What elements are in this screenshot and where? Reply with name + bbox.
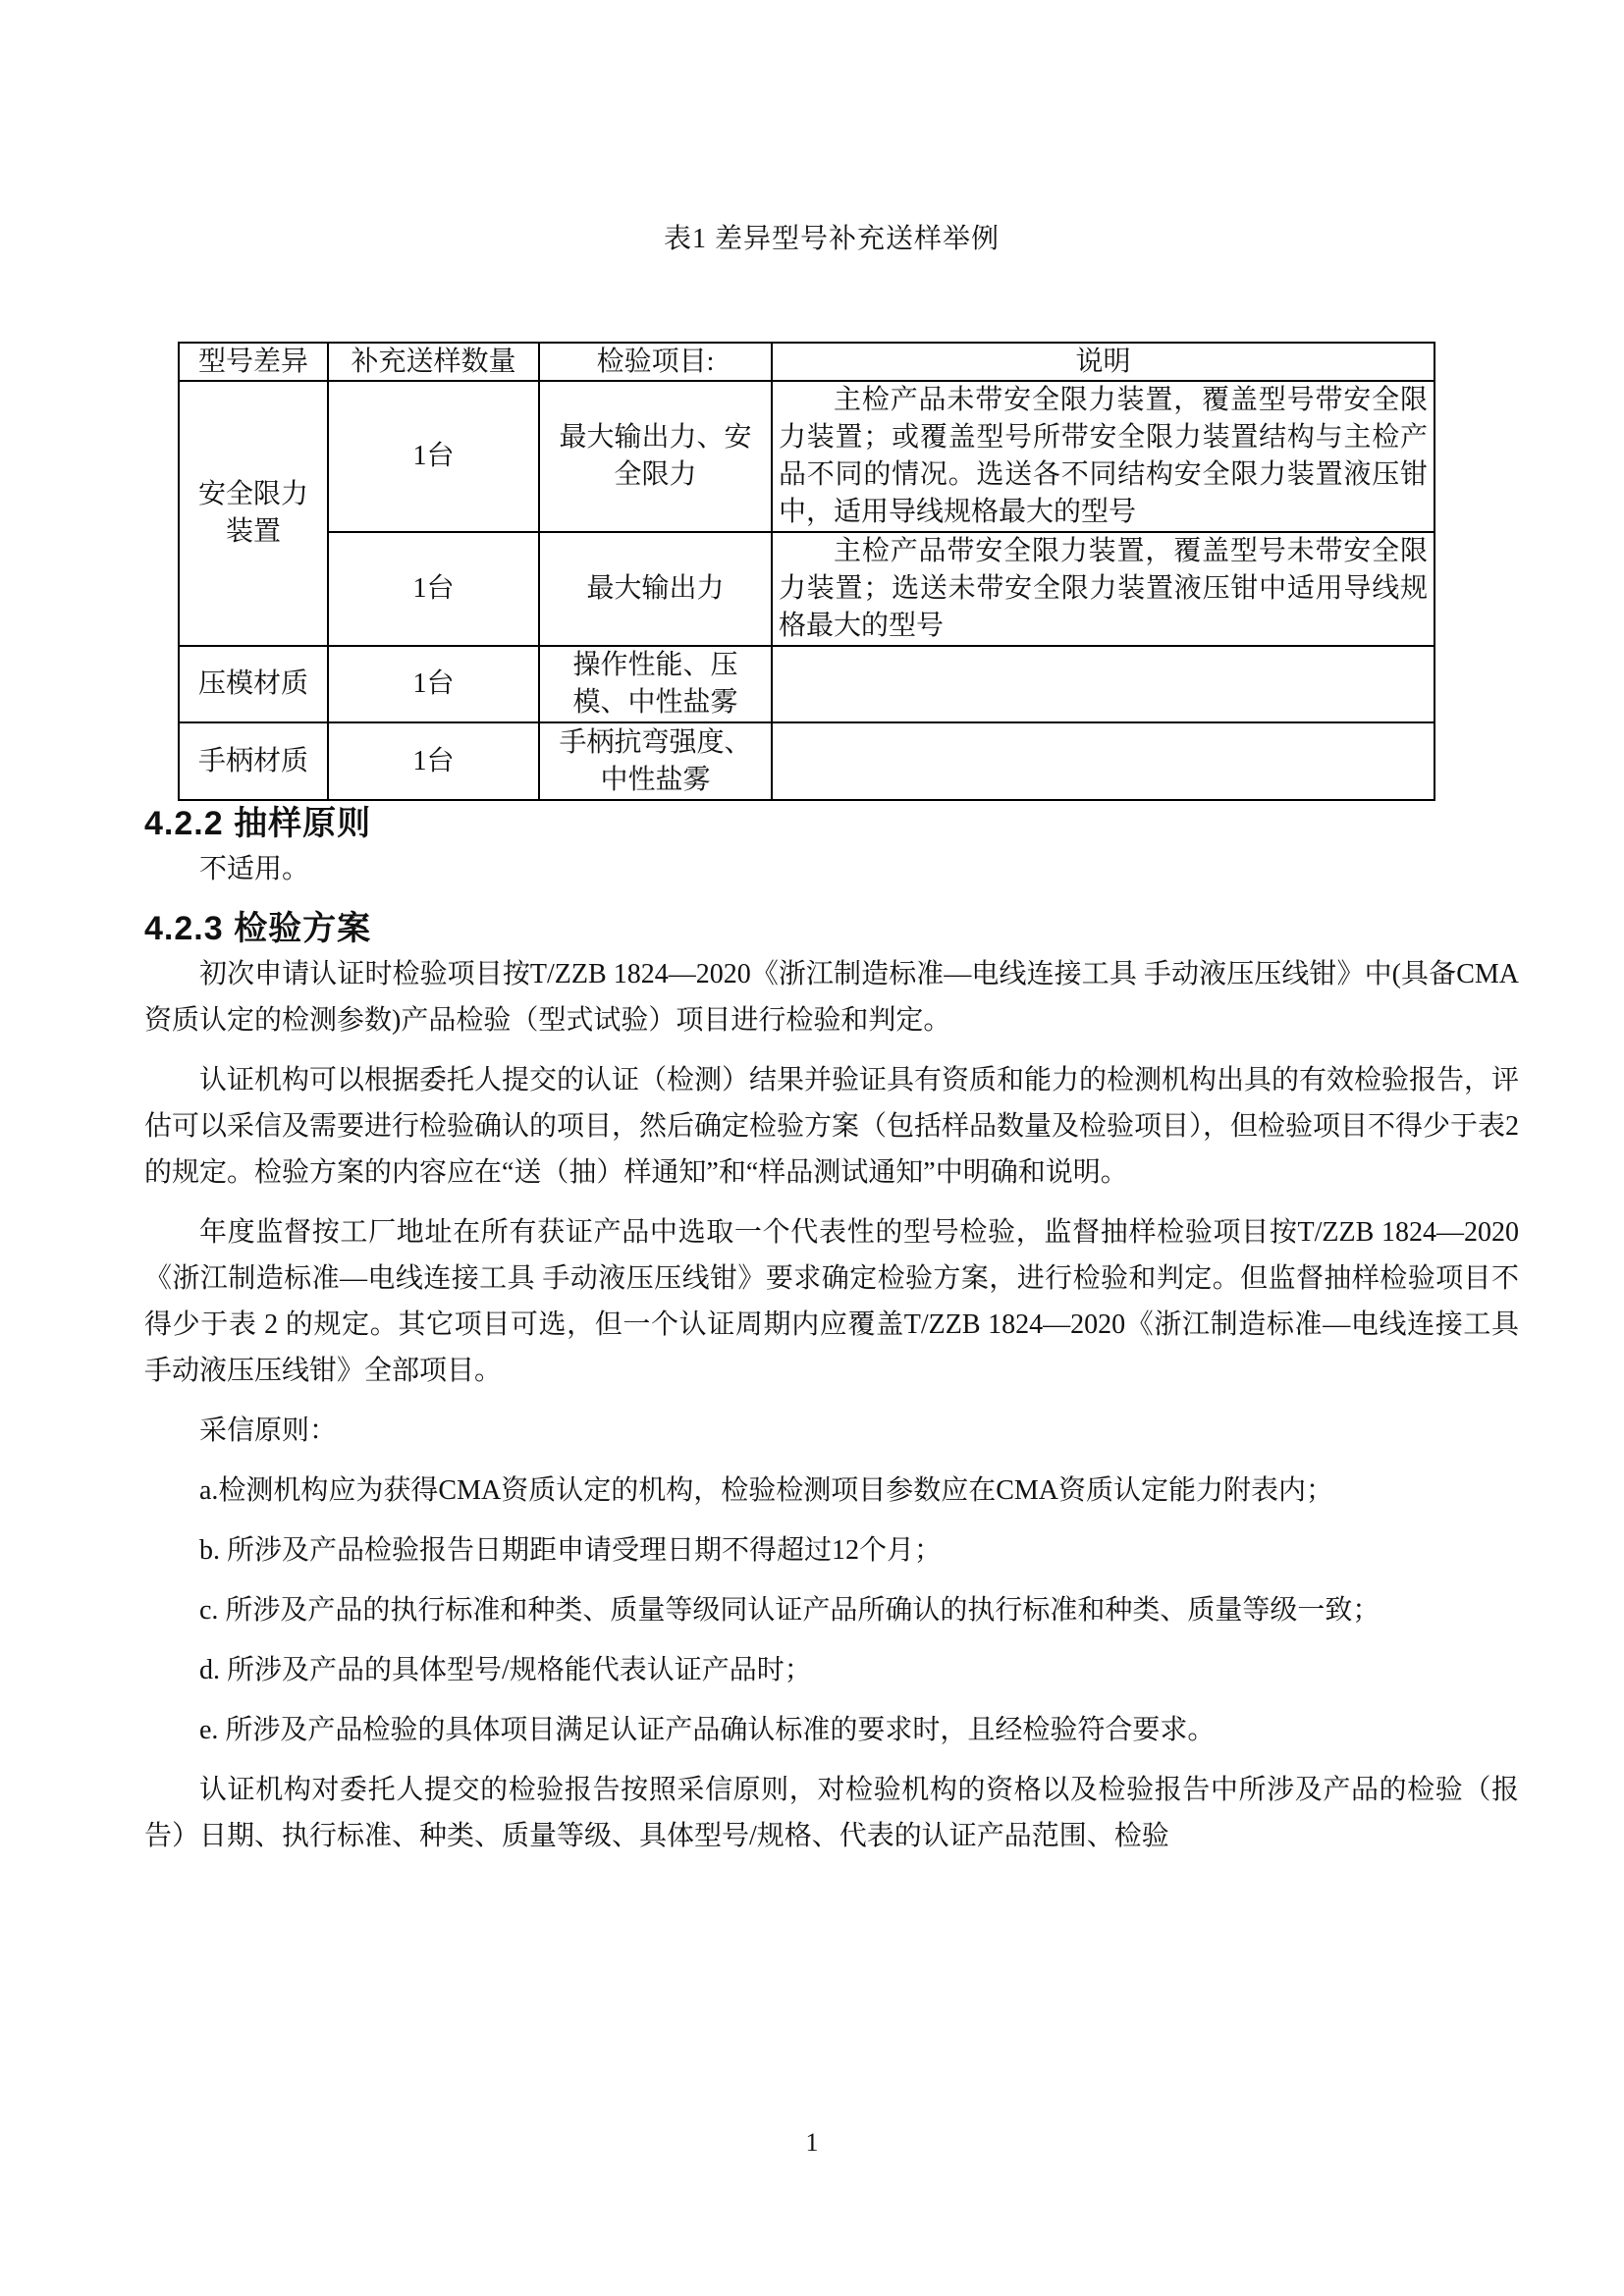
table-row-die-material bbox=[179, 646, 1435, 722]
paragraph-report-review: 认证机构对委托人提交的检验报告按照采信原则，对检验机构的资格以及检验报告中所涉及产品的检验（报告）日期、执行标准、种类、质量等级、具体型号/规格、代表的认证产品范围、检验 bbox=[144, 1775, 1519, 1851]
table-header-row bbox=[179, 343, 1435, 381]
header-model-difference: 型号差异 bbox=[179, 343, 328, 381]
paragraph-not-applicable: 不适用。 bbox=[199, 854, 310, 884]
cell-description bbox=[772, 646, 1435, 722]
list-item-a: a.检测机构应为获得CMA资质认定的机构，检验检测项目参数应在CMA资质认定能力附表内； bbox=[199, 1475, 1334, 1506]
section-heading-4-2-3: 4.2.3 检验方案 bbox=[144, 910, 372, 947]
section-heading-4-2-2: 4.2.2 抽样原则 bbox=[144, 805, 372, 842]
cell-inspection-items: 最大输出力、安全限力 bbox=[539, 381, 772, 532]
table-row-handle-material bbox=[179, 722, 1435, 800]
cell-quantity: 1台 bbox=[328, 722, 539, 800]
cell-description bbox=[772, 722, 1435, 800]
cell-inspection-items: 最大输出力 bbox=[539, 532, 772, 646]
list-item-b: b. 所涉及产品检验报告日期距申请受理日期不得超过12个月； bbox=[199, 1535, 943, 1566]
cell-quantity: 1台 bbox=[328, 646, 539, 722]
cell-model-difference: 压模材质 bbox=[179, 646, 328, 722]
table-row-safety-limit-1 bbox=[179, 381, 1435, 532]
table-caption: 表1 差异型号补充送样举例 bbox=[663, 224, 1000, 254]
list-item-c: c. 所涉及产品的执行标准和种类、质量等级同认证产品所确认的执行标准和种类、质量等级一致； bbox=[199, 1595, 1380, 1626]
supplementary-sample-table bbox=[178, 342, 1435, 801]
cell-model-difference: 手柄材质 bbox=[179, 722, 328, 800]
paragraph-certification-body: 认证机构可以根据委托人提交的认证（检测）结果并验证具有资质和能力的检测机构出具的有效检验报告，评估可以采信及需要进行检验确认的项目，然后确定检验方案（包括样品数量及检验项目），但检验项目不得少于表2的规定。检验方案的内容应在“送（抽）样通知”和“样品测试通知”中明确和说明。 bbox=[144, 1065, 1520, 1188]
table-row-safety-limit-2 bbox=[179, 532, 1435, 646]
paragraph-annual-supervision: 年度监督按工厂地址在所有获证产品中选取一个代表性的型号检验，监督抽样检验项目按T/ZZB 1824—2020《浙江制造标准—电线连接工具 手动液压压线钳》要求确定检验方案，进行检验和判定。但监督抽样检验项目不得少于表 2 的规定。其它项目可选，但一个认证周期内应覆盖T/ZZB 1824—2020《浙江制造标准—电线连接工具 手动液压压线钳》全部项目。 bbox=[144, 1217, 1519, 1386]
cell-inspection-items: 手柄抗弯强度、中性盐雾 bbox=[539, 722, 772, 800]
header-description: 说明 bbox=[772, 343, 1435, 381]
page-number: 1 bbox=[805, 2128, 819, 2157]
cell-quantity: 1台 bbox=[328, 381, 539, 532]
cell-model-difference: 安全限力装置 bbox=[179, 381, 328, 646]
cell-description: 主检产品带安全限力装置，覆盖型号未带安全限力装置；选送未带安全限力装置液压钳中适用导线规格最大的型号 bbox=[772, 532, 1435, 646]
cell-description: 主检产品未带安全限力装置，覆盖型号带安全限力装置；或覆盖型号所带安全限力装置结构与主检产品不同的情况。选送各不同结构安全限力装置液压钳中，适用导线规格最大的型号 bbox=[772, 381, 1435, 532]
list-item-d: d. 所涉及产品的具体型号/规格能代表认证产品时； bbox=[199, 1655, 812, 1685]
cell-quantity: 1台 bbox=[328, 532, 539, 646]
header-inspection-items: 检验项目: bbox=[539, 343, 772, 381]
paragraph-acceptance-principles: 采信原则： bbox=[199, 1415, 338, 1446]
header-sample-quantity: 补充送样数量 bbox=[328, 343, 539, 381]
list-item-e: e. 所涉及产品检验的具体项目满足认证产品确认标准的要求时，且经检验符合要求。 bbox=[199, 1715, 1216, 1745]
cell-inspection-items: 操作性能、压模、中性盐雾 bbox=[539, 646, 772, 722]
paragraph-initial-application: 初次申请认证时检验项目按T/ZZB 1824—2020《浙江制造标准—电线连接工具 手动液压压线钳》中(具备CMA资质认定的检测参数)产品检验（型式试验）项目进行检验和判定。 bbox=[144, 959, 1519, 1036]
